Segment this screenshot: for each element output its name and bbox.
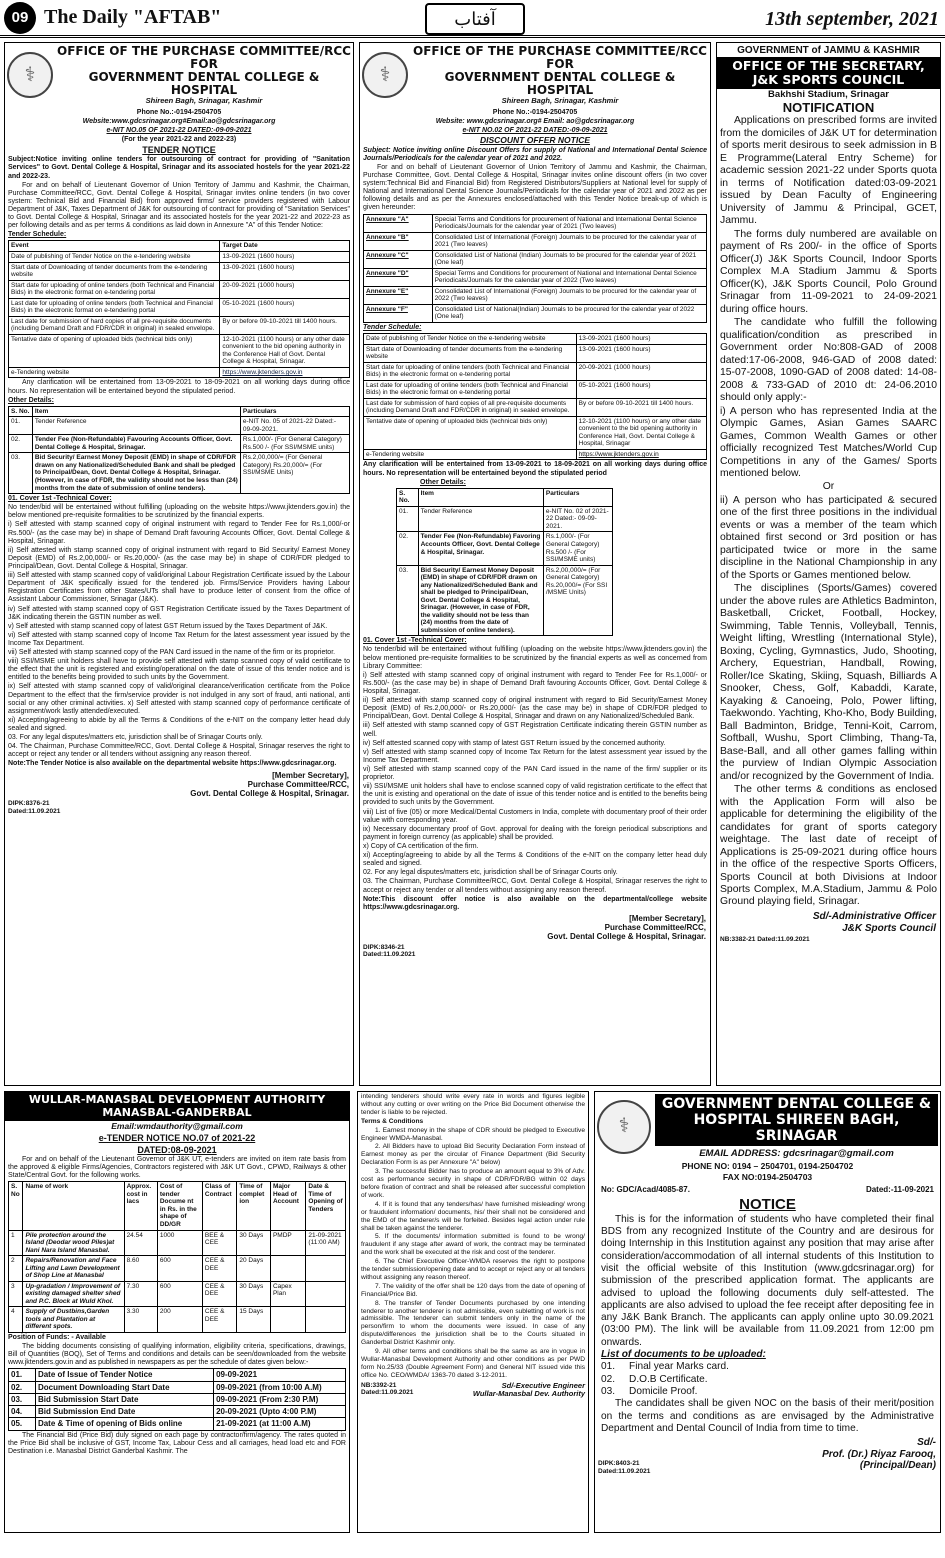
website: Website:www.gdcsrinagar.org#Email:ao@gdcsrinagar.org: [82, 117, 276, 125]
schedule-table: Event Target Date Date of publishing of Tender Notice on the e-tendering website 13-09-2021 (1600 hours) Start date of Downloading of tender documents from the e-tendering website 13-09-2021 (1600 hours) Start date for uploading of online tenders (both Technical and Financial Bids) in the electronic format on e-tendering portal 20-09-2021 (1000 hours) Last date for uploading of online tenders (both Technical and Financial Bids) in the electronic format on e-tendering portal 05-10-2021 (1600 hours) Last date for submission of hard copies of all pre-requisite documents (including Demand Draft and FDR/CDR in original) in sealed envelope. By or before 09-10-2021 till 1400 hours. Tentative date of opening of uploaded bids (technical bids only) 12-10-2021 (1100 hours) or any other date convenient to the bid opening authority in the Conference Hall of Govt. Dental College & Hospital, Srinagar. e-Tendering website https://www.jktenders.gov.in: [8, 240, 350, 378]
subject: Subject: Notice inviting online Discount Offers for supply of National and International Dental Science Journals/Periodicals for the calendar year of 2021 and 2022.: [363, 146, 707, 162]
notice-date: DATED:08-09-2021: [137, 1144, 217, 1155]
list-item: 7. The validity of the offer shall be 120 days from the date of opening of Financial/Price Bid.: [361, 1282, 585, 1298]
ref-number: No: GDC/Acad/4085-87.: [601, 1185, 690, 1195]
list-item: No tender/bid will be entertained without fulfilling (uploading on the website https://www.jktenders.gov.in) the below mentioned pre-requisite formalities to be scrutinized by the financial experts as well as concerned from Library Committee:: [363, 646, 707, 670]
masthead: [0, 0, 945, 38]
table-row: Annexure "D" Special Terms and Conditions for procurement of National and International Dental Science Periodicals/Journals for the calendar year of 2022 (Two leaves): [364, 268, 707, 286]
table-row: 3 Up-gradation / Improvement of existing damaged shelter shed and P.C. Block at Wuld Khol. 7.30 600 CEE & DEE 30 Days Capex Plan: [9, 1281, 346, 1307]
ref-date: Dated:-11-09-2021: [865, 1185, 934, 1195]
list-item: 01. Final year Marks card.: [601, 1361, 729, 1373]
list-item: iv) Self attested with stamp scanned copy of GST Registration Certificate issued by the Taxes Department of J&K indicating therein the GSTIN number as well.: [8, 605, 350, 621]
college-seal-icon: ⚕: [597, 1100, 651, 1154]
table-row: 02. Tender Fee (Non-Refundable) Favouring Accounts Officer, Govt. Dental College & Hospital, Srinagar. Rs.1,000/- (For General Category) Rs.500 /- (For SSI/MSME units): [9, 435, 350, 453]
list-item: 5. If the documents/ information submitted is found to be wrong/ fraudulent if any stage after award of work, the contract may be terminated and the work shall be executed at the risk and cost of the tenderer.: [361, 1233, 585, 1257]
cover-title: 01. Cover 1st -Technical Cover:: [363, 637, 467, 645]
table-row: Annexure "E" Consolidated List of International (Foreign) Journals to be procured for the calendar year of 2022 (Two leaves): [364, 286, 707, 304]
dipk-number: DIPK:8403-21 Dated:11.09.2021: [598, 1460, 651, 1475]
enit-number: e-NIT NO.05 OF 2021-22 DATED:-09-09-2021: [106, 126, 252, 134]
subject: Subject:Notice inviting online tenders for outsourcing of contract for providing of "Sanitation Services" to Govt. Dental College & Hospital, Srinagar and its associated hostels for the year 2021-22 and 2022-23.: [8, 156, 350, 180]
table-row: 01. Date of Issue of Tender Notice 09-09-2021: [9, 1369, 346, 1381]
table-row: Last date for uploading of online tenders (both Technical and Financial Bids) in the electronic format on e-tendering portal 05-10-2021 (1600 hours): [9, 298, 350, 316]
table-row: 04. Bid Submission End Date 20-09-2021 (Upto 4:00 P.M): [9, 1406, 346, 1418]
college-seal-icon: ⚕: [362, 52, 408, 98]
notice-title: TENDER NOTICE: [142, 144, 216, 155]
dipk-number: DIPK:8376-21 Dated:11.09.2021: [8, 800, 61, 815]
phone: Phone No.:-0194-2504705: [492, 108, 578, 116]
list-item: x) Copy of CA certification of the firm.: [363, 843, 479, 850]
list-item: 2. All Bidders have to upload Bid Security Declaration Form instead of Earnest money as per the circular of Finance Department (Bid Security Declaration Form is as per Annexure "A" below): [361, 1143, 585, 1167]
table-row: 01. Tender Reference e-NIT No. 02 of 2021-22 Dated:- 09-09-2021.: [397, 506, 613, 532]
table-row: Annexure "F" Consolidated List of National(Indian) Journals to be procured for the calendar year of 2022 (One leaf): [364, 304, 707, 322]
ad-title: WULLAR-MANASBAL DEVELOPMENT AUTHORITY MANASBAL-GANDERBAL: [5, 1092, 349, 1121]
list-item: ix) Necessary documentary proof of Govt. approval for dealing with the foreign periodical subscriptions and payment in foreign currency (as applicable) shall be provided.: [363, 825, 707, 841]
table-row: Start date for uploading of online tenders (both Technical and Financial Bids) in the electronic format on e-tendering portal 20-09-2021 (1000 hours): [364, 362, 707, 380]
list-item: 8. The transfer of Tender Documents purchased by one intending tenderer to another tenderer is not admissible, even subletting of work is not admissible. The tenderer can submit tenders only in the name of the person/firm to whom the documents were issued. In case of any dispute/differences the jurisdiction shall be to the Courts situated in Ganderbal District Kashmir only.: [361, 1299, 585, 1347]
list-item: viii) List of five (05) or more Medical/Dental Customers in India, complete with documentary proof of their order value with corresponding year.: [363, 808, 707, 824]
page-number: 09: [4, 2, 36, 34]
list-item: ix) Self attested with stamp scanned copy of valid/original clearance/verification certificate from the Police Department to the effect that the firm/service provider is not indulged in any sort of fraud, anti national, anti social or any other criminal activities. x) Self attested with stamp scanned copy of performance certificate of assignment/work lastly attended/executed.: [8, 683, 350, 715]
list-item: vii) SSI/MSME unit holders shall have to enclose scanned copy of valid registration certificate to the effect that the unit is existing and operational on the date of issue of this tender notice and is entitled to the benefits being provided to such units by the Government.: [363, 783, 707, 807]
newspaper-logo: آفتاب: [425, 3, 525, 35]
ad-title-2: GOVERNMENT DENTAL COLLEGE & HOSPITAL: [444, 69, 676, 97]
list-item: 9. All other terms and conditions shall be the same as are in vogue in Wullar-Manasbal Development Authority and other conditions as per PWD form No.25/33 (Double Agreement Form) and General NIT issued vide this office No. CEO/WMDA/ 1363-70 dated 3-12-2011.: [361, 1348, 585, 1379]
footer: [361, 1382, 585, 1399]
intro: For and on behalf of Lieutenant Governor of Union Territory of Jammu and Kashmir, the Chairman, Purchase Committee/RCC, Govt. Dental College & Hospital, Srinagar invites online tenders (in two cover system: Technical Bid and Financial Bid) from approved firms/ service providers registered with Labour Department of J&K, Taxes Department of J&K for outsourcing of contract for providing of "Sanitation Services" to Govt. Dental College & Hospital, Srinagar and its associated hostels for the year 2021-22 and 2022-23 as per following details and as per terms & conditions as laid down in Annexure "A" of this Tender Notice:: [8, 181, 350, 230]
signature-block: [Member Secretary], Purchase Committee/RCC, Govt. Dental College & Hospital, Srinagar.: [547, 913, 706, 942]
list-item: i) Self attested with stamp scanned copy of original instrument with regard to Tender Fee for Rs.1,000/- or Rs.500/- (as the case may be) in shape of Demand Draft favouring Accounts Officer, Govt. Dental College & Hospital, Srinagar.: [363, 671, 707, 696]
table-row: Annexure "A" Special Terms and Conditions for procurement of National and International Dental Science Periodicals/Journals for the calendar year of 2021 (Two leaves): [364, 214, 707, 232]
list-item: vi) Self attested with stamp scanned copy of the PAN Card issued in the name of the firm/ supplier or its proprietor.: [363, 766, 707, 782]
intro: For and on behalf of the Lieutenant Governor of J&K UT, e-tenders are invited on item rate basis from the approved & eligible Firms/Agencies, Contractors registered with J&K UT Govt., CPWD, Railways & other State/Central Govt. for the following works.: [8, 1156, 346, 1180]
signature-block: Sd/-Executive Engineer Wullar-Manasbal Dev. Authority: [472, 1380, 585, 1399]
list-item: xi) Accepting/agreeing to abide by all the Terms & Conditions of the e-NIT on the company letter head duly sealed and signed.: [363, 852, 707, 868]
table-row: 2 Repairs/Renovation and Face Lifting and Lawn Development of Shop Line at Manasbal 8.60 600 CEE & DEE 20 Days: [9, 1256, 346, 1282]
list-item: ii) Self attested with stamp scanned copy of original instrument with regard to Bid Security/ Earnest Money Deposit (EMD) of Rs.2,00,000/- or Rs.20,000/- (as the case may be) in shape of CDR/FDR pledged to Principal/Dean, Govt. Dental College & Hospital, Srinagar.: [8, 546, 350, 570]
table-row: 01. Tender Reference e-NIT No. 05 of 2021-22 Dated:- 09-09-2021.: [9, 417, 350, 435]
list-item: 02. For any legal disputes/matters etc, jurisdiction shall be of Srinagar Courts only.: [363, 869, 618, 877]
fax: FAX NO:0194-2504703: [722, 1172, 813, 1183]
annexure-table: [363, 214, 707, 323]
works-table: S. No Name of work Approx. cost in lacs Cost of tender Docume nt in Rs. in the shape of DD/GR Class of Contract Time of complet ion Major Head of Account Date & Time of Opening of Tenders 1 Pile protection around the Island (Deodar wood Piles)at Nani Nara Island Manasbal. 24.54 1000 BEE & CEE 30 Days PMDP 21-09-2021 (11:00 AM) 2 Repairs/Renovation and Face Lifting and Lawn Development of Shop Line at Manasbal 8.60 600 CEE & DEE 20 Days 3 Up-gradation / Improvement of existing damaged shelter shed and P.C. Block at Wuld Khol. 7.30 600 CEE & DEE 30 Days Capex Plan 4 Supply of Dustbins,Garden tools and Plantation at different spots. 3.30 200 CEE & DEE 15 Days: [8, 1181, 346, 1333]
table-row: Annexure "C" Consolidated List of National (Indian) Journals to be procured for the calendar year of 2021 (One leaf): [364, 250, 707, 268]
list-item: iii) Self attested with stamp scanned copy of GST Registration Certificate indicating therein GSTIN number as well.: [363, 722, 707, 738]
table-row: 02. Document Downloading Start Date 09-09-2021 (from 10:00 A.M): [9, 1381, 346, 1393]
dipk-number: DIPK:8346-21 Dated:11.09.2021: [363, 943, 416, 959]
notice-title: DISCOUNT OFFER NOTICE: [479, 134, 591, 145]
list-item: Note:This discount offer notice is also available on the departmental/college website https://www.gdcsrinagar.org.: [363, 895, 707, 911]
list-item: 4. If it is found that any tenders/has/ have furnished misleading/ wrong or fraudulent information/ documents, his/ their shall not be considered and the EMD of the tenderer/s will be forfeited. Besides legal action under rule shall be taken against the tenderer.: [361, 1200, 585, 1232]
list-item: xi) Accepting/agreeing to abide by all the Terms & Conditions of the e-NIT on the company letter head duly sealed and signed.: [8, 716, 350, 733]
other-details-table: S. No. Item Particulars 01. Tender Reference e-NIT No. 02 of 2021-22 Dated:- 09-09-2021. 02. Tender Fee (Non-Refundable) Favoring Accounts Officer, Govt. Dental College & Hospital, Srinagar. Rs.1,000/- (For General Category) Rs.500 /- (For SSI/MSME units) 03. Bid Security/ Earnest Money Deposit (EMD) in shape of CDR/FDR drawn on any Nationalized/Scheduled Bank and shall be pledged to Principal/Dean, Govt. Dental College & Hospital, Srinagar. (However, in case of FDR, the validity should not be less than (24) months from the date of submission of online tenders). Rs.2,00,000/= (For General Category) Rs.20,000/= (For SSI /MSME Units): [396, 488, 613, 637]
list-item: viii) SSI/MSME unit holders shall have to provide self attested with stamp scanned copy of valid certificate to the effect that the unit is registered and existing/operational on the date of issue of this tender notice and is entitled to the benefits being provided to such units by the Government.: [8, 658, 350, 682]
nb-number: NB:3382-21 Dated:11.09.2021: [720, 936, 810, 944]
list-item: Note:The Tender Notice is also available on the departmental website https://www.gdcsrinagar.org.: [8, 760, 337, 768]
newspaper-name: The Daily "AFTAB": [44, 6, 222, 28]
phone: PHONE NO: 0194 – 2504701, 0194-2504702: [681, 1161, 854, 1172]
enit-number: e-NIT NO.02 OF 2021-22 DATED:-09-09-2021: [462, 126, 608, 134]
sanitation-tender-ad: [4, 42, 354, 1086]
ad-title: GOVERNMENT DENTAL COLLEGE & HOSPITAL SHIREEN BAGH, SRINAGAR: [655, 1094, 938, 1146]
notice-title: NOTIFICATION: [782, 100, 875, 116]
list-item: v) Self attested with stamp scanned copy of Income Tax Return for the latest assessment year issued by the Income Tax Department.: [363, 748, 707, 764]
table-row: Last date for submission of hard copies of all pre-requisite documents (including Demand Draft and FDR/CDR in original) in sealed envelope. By or before 09-10-2021 till 1400 hours.: [9, 316, 350, 334]
body: The bidding documents consisting of qualifying information, eligibility criteria, specifications, drawings, Bill of Quantities (BOQ), Set of Terms and conditions and details can be seen/downloaded from the website www.jktenders.gov.in and as published in newspapers as per the schedule of dates given below:-: [8, 1343, 346, 1367]
table-row: 4 Supply of Dustbins,Garden tools and Plantation at different spots. 3.30 200 CEE & DEE 15 Days: [9, 1307, 346, 1333]
college-seal-icon: ⚕: [7, 52, 53, 98]
list-item: 02. D.O.B Certificate.: [601, 1373, 708, 1385]
table-row: 02. Tender Fee (Non-Refundable) Favoring Accounts Officer, Govt. Dental College & Hospital, Srinagar. Rs.1,000/- (For General Category) Rs.500 /- (For SSI/MSME units): [397, 532, 613, 565]
table-row: Start date of Downloading of tender documents from the e-tendering website 13-09-2021 (1600 hours): [9, 262, 350, 280]
signature-block: Sd/-Administrative Officer J&K Sports Council: [812, 910, 936, 934]
ad-header: [5, 43, 353, 108]
notice-title: e-TENDER NOTICE NO.07 of 2021-22: [98, 1133, 256, 1144]
ad-title-2: GOVERNMENT DENTAL COLLEGE & HOSPITAL: [88, 69, 320, 97]
ad-title-1: OFFICE OF THE PURCHASE COMMITTEE/RCC FOR: [413, 44, 707, 71]
list-item: i) Self attested with stamp scanned copy of original instrument with regard to Tender Fee for Rs.1,000/-or Rs.500/- (as the case may be) in shape of Demand Draft favouring Accounts Officer, Govt. Dental College & Hospital, Srinagar.: [8, 521, 350, 545]
sports-council-notification: [716, 42, 941, 1086]
cover-title: 01. Cover 1st -Technical Cover:: [8, 495, 112, 503]
ad-address: Shireen Bagh, Srinagar, Kashmir: [145, 95, 263, 105]
schedule-title: Tender Schedule:: [8, 231, 67, 239]
ad-header: [595, 1092, 940, 1161]
journals-discount-ad: [359, 42, 711, 1086]
ref-line: [601, 1185, 934, 1194]
list-item: iii) Self attested with stamp scanned copy of valid/original Labour Registration Certificate issued by the Labour Department of J&K specifically issued for the tendered job. Firms/Service Providers having Labour Registration Certificates from other States/UTs shall have to produce letter of consent from the office of Assistant Labour Commissioner, Srinagar (J&K).: [8, 572, 350, 604]
list-item: v) Self attested with stamp scanned copy of latest GST Return issued by the Taxes Department of J&K.: [8, 622, 328, 630]
list-item: 6. The Chief Executive Officer-WMDA reserves the right to postpone the tender submission/opening date and to accept or reject any or all tenders without assigning any reason thereof.: [361, 1258, 585, 1281]
clarification: Any clarification will be entertained from 13-09-2021 to 18-09-2021 on all working days during office hours. No representation will be entertained beyond the stipulated period.: [8, 379, 350, 395]
list-item: iv) Self attested scanned copy with stamp of latest GST Return issued by the concerned authority.: [363, 739, 666, 747]
table-row: Start date of Downloading of tender documents from the e-tendering website 13-09-2021 (1600 hours): [364, 344, 707, 362]
table-row: 03. Bid Security/ Earnest Money Deposit (EMD) in shape of CDR/FDR drawn on any Nationalized/Scheduled Bank and shall be pledged to Principal/Dean, Govt. Dental College & Hospital, Srinagar. (However, in case of FDR, the validity should not be less than (24) months from the date of submission of online tenders). Rs.2,00,000/= (For General Category) Rs.20,000/= (For SSI/MSME Units): [9, 453, 350, 494]
email: EMAIL ADDRESS: gdcsrinagar@gmail.com: [699, 1148, 894, 1160]
table-row: 03. Bid Security/ Earnest Money Deposit (EMD) in shape of CDR/FDR drawn on any Nationalized/Scheduled Bank and shall be pledged to Principal/Dean, Govt. Dental College & Hospital, Srinagar. (However, in case of FDR, the validity should not be less than (24) months from the date of submission of online tenders). Rs.2,00,000/= (For General Category) Rs.20,000/= (For SSI /MSME Units): [397, 565, 613, 636]
list-item: 1. Earnest money in the shape of CDR should be pledged to Executive Engineer WMDA-Manasbal.: [361, 1126, 585, 1142]
terms-body: intending tenderers should write every rate in words and figures legible without any cutting or over writing on the Price Bid Document otherwise the tender is liable to be rejected. Terms & Conditions 1. Earnest money in the shape of CDR should be pledged to Executive Engineer WMDA-Manasbal. 2. All Bidders have to upload Bid Security Declaration Form instead of Earnest money as per the circular of Finance Department (Bid Security Declaration Form is as per Annexure "A" below) 3. The successful Bidder has to produce an amount equal to 3% of Adv. cost as performance security in shape of CDR/FDR/BG within 02 days before fixation of contract and shall be released after successful completion of work. 4. If it is found that any tenders/has/ have furnished misleading/ wrong or fraudulent information/ documents, his/ their shall not be considered and the EMD of the tenderer/s will be forfeited. Besides legal action under rule shall be taken against the tenderer. 5. If the documents/ information submitted is found to be wrong/ fraudulent if any stage after award of work, the contract may be terminated and the work shall be executed at the risk and cost of the tenderer. 6. The Chief Executive Officer-WMDA reserves the right to postpone the tender submission/opening date and to accept or reject any or all tenders without assigning any reason thereof. 7. The validity of the offer shall be 120 days from the date of opening of Financial/Price Bid. 8. The transfer of Tender Documents purchased by one intending tenderer to another tenderer is not admissible, even subletting of work is not admissible. The tenderer can submit tenders only in the name of the person/firm to whom the documents were issued. In case of any dispute/differences the jurisdiction shall be to the Courts situated in Ganderbal District Kashmir only. 9. All other terms and conditions shall be the same as are in vogue in Wullar-Manasbal Development Authority and other conditions as per PWD form No.25/33 (Double Agreement Form) and General NIT issued vide this office No. CEO/WMDA/ 1363-70 dated 3-12-2011.: [361, 1093, 585, 1379]
table-row: Date of publishing of Tender Notice on the e-tendering website 13-09-2021 (1600 hours): [9, 252, 350, 263]
gov-line: GOVERNMENT of JAMMU & KASHMIR: [737, 45, 920, 56]
wmda-terms-continued: [357, 1091, 589, 1533]
ad-title: OFFICE OF THE SECRETARY, J&K SPORTS COUNCIL: [717, 57, 940, 90]
schedule-table: [363, 333, 707, 460]
intro: For and on behalf of Lieutenant Governor of Union Territory of Jammu and Kashmir, the Chairman, Purchase Committee, Govt. Dental College & Hospital, Srinagar invites online discount offers (in two cover system:Technical Bid and Financial Bid) from Registered Distributors/Suppliers at National level for supply of National and International Dental Science Journals/Periodicals for the calendar year of 2021 and 2022 as per following details and as per the Annexures enclosed/attached with this Tender Notice break-up of which is given hereunder:: [363, 163, 707, 212]
phone: Phone No.:-0194-2504705: [136, 108, 222, 116]
table-row: Start date for uploading of online tenders (both Technical and Financial Bids) in the electronic format on e-tendering portal 20-09-2021 (1000 hours): [9, 280, 350, 298]
schedule-title: Tender Schedule:: [363, 323, 422, 331]
issue-date: 13th september, 2021: [765, 8, 939, 30]
table-row: e-Tendering website https://www.jktenders.gov.in: [9, 367, 350, 378]
table-row: Annexure "B" Consolidated List of International (Foreign) Journals to be procured for the calendar year of 2021 (Two leaves): [364, 232, 707, 250]
list-item: ii) Self attested with stamp scanned copy of original instrument with regard to Bid Security/Earnest Money Deposit (EMD) of Rs.2,00,000/- or Rs.20,000/- (as the case may be) in shape of CDR/FDR pledged to Principal/Dean, Govt. Dental College & Hospital, Srinagar and drawn on any Nationalized/Scheduled Bank.: [363, 697, 707, 721]
list-item: 3. The successful Bidder has to produce an amount equal to 3% of Adv. cost as performance security in shape of CDR/FDR/BG within 02 days before fixation of contract and shall be released after successful completion of work.: [361, 1168, 585, 1199]
notice-title: NOTICE: [739, 1196, 796, 1214]
year-line: (For the year 2021-22 and 2022-23): [121, 135, 237, 143]
clarification: Any clarification will be entertained from 13-09-2021 to 18-09-2021 on all working days during office hours. No representation will be entertained beyond the stipulated period: [363, 461, 707, 477]
table-row: Last date for submission of hard copies of all pre-requisite documents (including Demand Draft and FDR/CDR in original) in sealed envelope. By or before 09-10-2021 till 1400 hours.: [364, 398, 707, 416]
notice-body: This is for the information of students who have completed their final BDS from any recognized Institute of the Country and are desirous for doing Internship in this Institution against any position that may arise after consideration/accommodation of all internal students of this Institution to visit the official website of this Institution (www.gdcsrinagar.org) for submission of the prescribed application format. The applicants are advised to upload the following documents duly self-attested. The applicants are also advised to upload the fee receipt after depositing fee in any J&K Bank Branch. The applicants can apply online upto 30.09.2021 (03:00 PM). The link will be available from 11.09.2021 from 12:00 pm onwards. List of documents to be uploaded: 01. Final year Marks card. 02. D.O.B Certificate. 03. Domicile Proof. The candidates shall be given NOC on the basis of their merit/position on the terms and conditions as are envisaged by the Administrative Department and Dental Council of India from time to time.: [601, 1213, 934, 1434]
table-row: Tentative date of opening of uploaded bids (technical bids only) 12-10-2021 (1100 hours) or any other date convenient to the bid opening authority in the Conference Hall of Govt. Dental College & Hospital, Srinagar.: [9, 334, 350, 367]
notification-body: Applications on prescribed forms are invited from the domiciles of J&K UT for determination of sports merit desirous to seek admission in B E Programme(Lateral Entry Scheme) for academic session 2021-22 under Sports quota in terms of Notification dated:03-09-2021 issued by Dean Faculty of Engineering University of Jammu & Principal, GCET, Jammu. The forms duly numbered are available on payment of Rs 200/- in the office of Sports Officer(J) J&K Sports Council, Indoor Sports Complex M.A Stadium Jammu & Sports Officer(K), J&K Sports Council, Polo Ground Srinagar from 11-09-2021 to 24-09-2021 during office hours. The candidate who fulfill the following qualification/condition as prescribed in Government order No:808-GAD of 2008 dated:17-06-2008, 946-GAD of 2008 dated: 15-07-2008, 1090-GAD of 2008 dated: 14-08-2008 & 733-GAD of 2010 dt: 24-06.2010 should only apply:- i) A person who has represented India at the Olympic Games, Asian Games SAARC Games, Common Wealth Games or other officially recognized Test Matches/World Cup Competitions in any of the Games/ Sports mentioned below. Or ii) A person who has participated & secured one of the first three positions in the individual events or was a member of the team which obtained first second or 3rd position or has participated twice or more in the same discipline in the National Championship in any of the Sports or Games mentioned below. The disciplines (Sports/Games) covered under the above rules are Athletics Badminton, Basketball, Cricket, Football, Hockey, Swimming, Table Tennis, Volleyball, Tennis, Weight lifting, Wrestling (International Style), Boxing, Cycling, Gymnastics, Judo, Shooting, Archery, Equestrian, Handball, Rowing, Roller/Ice Skating, Skiing, Squash, Billiards A Snooker, Chess, Golf, Kabaddi, Karate, Kayaking & Canoeing, Polo, Power lifting, Taekwondo. Yachting, Kho-Kho, Body Building, Ball Badminton, Bridge, Tenni-Koit, Carrom, Softball, Wushu, Sport Climbing, Thang-Ta, Base-Ball, and all other games falling within the purview of Indian Olympic Association and/or recognized by the Government of India. The other terms & conditions as enclosed with the Application Form will also be applicable for determining the eligibility of the candidates for grant of sports category weightage. The last date of receipt of Applications is 25-09-2021 during office hours in the office of the respective Sports Officers, Sports Council at both Divisions at Indoor Sports Complex, M.A.Stadium, Jammu & Polo Ground playing field, Srinagar.: [720, 115, 937, 908]
list-item: 03. Domicile Proof.: [601, 1386, 698, 1398]
website: Website: www.gdcsrinagar.org# Email: ao@gdcsrinagar.org: [435, 117, 635, 125]
list-item: 03. The Chairman, Purchase Committee/RCC, Govt. Dental College & Hospital, Srinagar reserves the right to accept or reject any tender or all tenders without assigning any reason thereof.: [363, 878, 707, 894]
cover-list: [360, 646, 710, 911]
ad-address: Bakhshi Stadium, Srinagar: [768, 89, 889, 101]
list-item: 04. The Chairman, Purchase Committee/RCC, Govt. Dental College & Hospital, Srinagar reserves the right to accept or reject any tender or all tenders without assigning any reason thereof.: [8, 743, 350, 759]
list-item: No tender/bid will be entertained without fulfilling (uploading on the website https://www.jktenders.gov.in) the below mentioned pre-requisite formalities to be scrutinized by the financial experts.: [8, 504, 350, 520]
signature-block: Sd/- Prof. (Dr.) Riyaz Farooq, (Principal/Dean): [822, 1437, 936, 1472]
other-details-title: Other Details:: [420, 478, 466, 486]
cover-list: [5, 504, 353, 768]
list-item: 03. For any legal disputes/matters etc, jurisdiction shall be of Srinagar Courts only.: [8, 734, 263, 742]
ad-header: [360, 43, 710, 108]
ad-address: Shireen Bagh, Srinagar, Kashmir: [501, 95, 619, 105]
other-details-title: Other Details:: [8, 396, 54, 404]
table-row: Date of publishing of Tender Notice on the e-tendering website 13-09-2021 (1600 hours): [364, 334, 707, 345]
email: Email:wmdauthority@gmail.com: [111, 1121, 243, 1132]
table-row: Last date for uploading of online tenders (both Technical and Financial Bids) in the electronic format on e-tendering portal 05-10-2021 (1600 hours): [364, 380, 707, 398]
body-tail: The Financial Bid (Price Bid) duly signed on each page by contractor/firm/agency. The rates quoted in the Price Bid shall be inclusive of GST, Income Tax, Labour Cess and all carriages, head load etc and FOR Destination i.e. Manasbal District Ganderbal Kashmir. The: [8, 1431, 346, 1455]
dates-table: [8, 1368, 346, 1430]
table-row: 05. Date & Time of opening of Bids online 21-09-2021 (at 11:00 A.M): [9, 1418, 346, 1430]
nb-number: NB:3392-21 Dated:11.09.2021: [361, 1381, 414, 1397]
table-row: 03. Bid Submission Start Date 09-09-2021 (From 2:30 P.M): [9, 1393, 346, 1405]
funds-position: Position of Funds: - Available: [8, 1333, 106, 1341]
table-row: Tentative date of opening of uploaded bids (technical bids only) 12-10-2021 (1100 hours) or any other date convenient to the bid opening authority in Conference Hall, Govt. Dental College & Hospital, Srinagar: [364, 416, 707, 449]
wmda-tender-ad: [4, 1091, 350, 1533]
ad-title-1: OFFICE OF THE PURCHASE COMMITTEE/RCC FOR: [57, 44, 351, 71]
list-item: vii) Self attested with stamp scanned copy of the PAN Card issued in the name of the firm or its proprietor.: [8, 649, 336, 657]
other-details-table: S. No. Item Particulars 01. Tender Reference e-NIT No. 05 of 2021-22 Dated:- 09-09-2021. 02. Tender Fee (Non-Refundable) Favouring Accounts Officer, Govt. Dental College & Hospital, Srinagar. Rs.1,000/- (For General Category) Rs.500 /- (For SSI/MSME units) 03. Bid Security/ Earnest Money Deposit (EMD) in shape of CDR/FDR drawn on any Nationalized/Scheduled Bank and shall be pledged to Principal/Dean, Govt. Dental College & Hospital, Srinagar. (However, in case of FDR, the validity should not be less than (24) months from the date of submission of online tenders). Rs.2,00,000/= (For General Category) Rs.20,000/= (For SSI/MSME Units): [8, 406, 350, 494]
internship-notice-ad: [594, 1091, 941, 1533]
table-row: 1 Pile protection around the Island (Deodar wood Piles)at Nani Nara Island Manasbal. 24.54 1000 BEE & CEE 30 Days PMDP 21-09-2021 (11:00 AM): [9, 1230, 346, 1256]
signature-block: [Member Secretary], Purchase Committee/RCC, Govt. Dental College & Hospital, Srinagar.: [190, 770, 349, 799]
list-item: vi) Self attested with stamp scanned copy of Income Tax Return for the latest assessment year issued by the Income Tax Department.: [8, 631, 350, 647]
table-row: e-Tendering website https://www.jktenders.gov.in: [364, 449, 707, 460]
